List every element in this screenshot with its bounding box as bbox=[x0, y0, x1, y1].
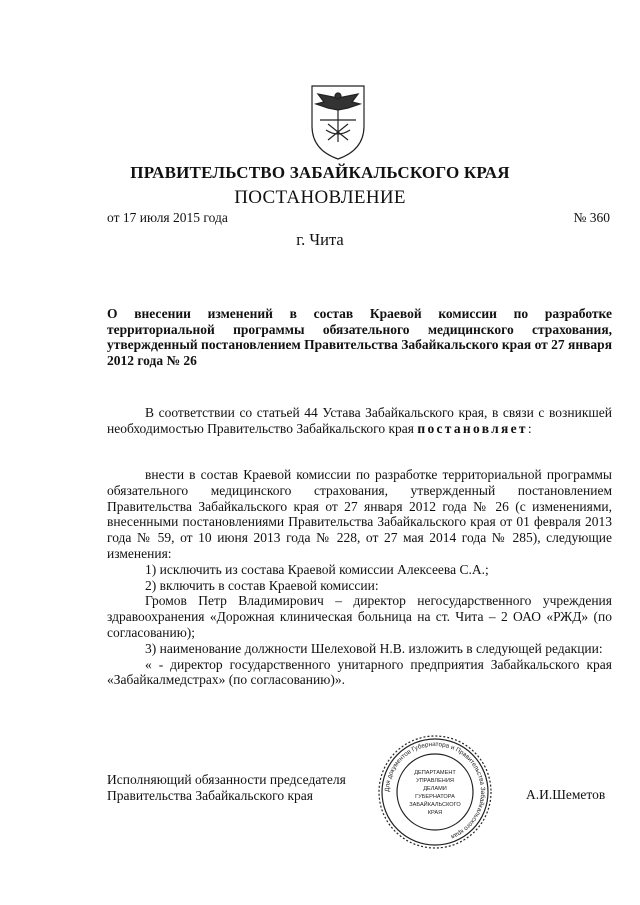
paragraph-item-1: 1) исключить из состава Краевой комиссии Алексеева С.А.; bbox=[145, 561, 489, 577]
signatory-position-line1: Исполняющий обязанности председателя bbox=[107, 772, 346, 787]
coat-of-arms-icon bbox=[298, 80, 378, 162]
document-subject: О внесении изменений в состав Краевой комиссии по разработке территориальной программы обязательного медицинского страхования, утвержденный постановлением Правительства Забайкальского края от 27 января 2012 года № 26 bbox=[107, 306, 612, 369]
decree-body bbox=[107, 467, 612, 688]
paragraph-new-member: Громов Петр Владимирович – директор негосударственного учреждения здравоохранения «Дорожная клиническая больница на ст. Чита – 2 ОАО «РЖД» (по согласованию); bbox=[107, 593, 612, 640]
preamble bbox=[107, 405, 612, 437]
stamp-outer-text: Для документов Губернатора и Правительства Забайкальского края bbox=[383, 740, 487, 840]
paragraph-item-3: 3) наименование должности Шелеховой Н.В. изложить в следующей редакции: bbox=[145, 640, 603, 656]
paragraph-new-position: « - директор государственного унитарного предприятия Забайкальского края «Забайкалмедстрах» (по согласованию)». bbox=[107, 656, 612, 688]
document-city: г. Чита bbox=[296, 230, 344, 249]
organization-title: ПРАВИТЕЛЬСТВО ЗАБАЙКАЛЬСКОГО КРАЯ bbox=[130, 163, 510, 182]
svg-text:ЗАБАЙКАЛЬСКОГО: ЗАБАЙКАЛЬСКОГО bbox=[409, 802, 461, 808]
official-stamp-icon bbox=[377, 734, 493, 850]
decree-colon: : bbox=[527, 420, 532, 436]
decree-word: постановляет bbox=[417, 420, 528, 436]
document-type: ПОСТАНОВЛЕНИЕ bbox=[234, 187, 406, 208]
paragraph-item-2: 2) включить в состав Краевой комиссии: bbox=[145, 577, 379, 593]
signatory-position bbox=[107, 772, 346, 804]
svg-text:ГУБЕРНАТОРА: ГУБЕРНАТОРА bbox=[415, 794, 455, 800]
svg-text:КРАЯ: КРАЯ bbox=[427, 810, 443, 816]
paragraph-main: внести в состав Краевой комиссии по разработке территориальной программы обязательного медицинского страхования, утвержденный постановлением Правительства Забайкальского края от 27 января 2012 года № 26 (с изменениями, внесенными постановлениями Правительства Забайкальского края от 01 февраля 2013 года № 59, от 10 июня 2013 года № 228, от 27 мая 2014 года № 285), следующие изменения: bbox=[107, 467, 612, 561]
document-number: № 360 bbox=[573, 210, 610, 225]
svg-text:УПРАВЛЕНИЯ: УПРАВЛЕНИЯ bbox=[416, 778, 454, 784]
document-date: от 17 июля 2015 года bbox=[107, 210, 228, 225]
svg-text:ДЕПАРТАМЕНТ: ДЕПАРТАМЕНТ bbox=[414, 770, 456, 776]
svg-text:ДЕЛАМИ: ДЕЛАМИ bbox=[423, 786, 447, 792]
preamble-text: В соответствии со статьей 44 Устава Забайкальского края, в связи с возникшей необходимостью Правительство Забайкальского края bbox=[107, 405, 612, 436]
signatory-name: А.И.Шеметов bbox=[526, 787, 606, 802]
signatory-position-line2: Правительства Забайкальского края bbox=[107, 787, 313, 803]
